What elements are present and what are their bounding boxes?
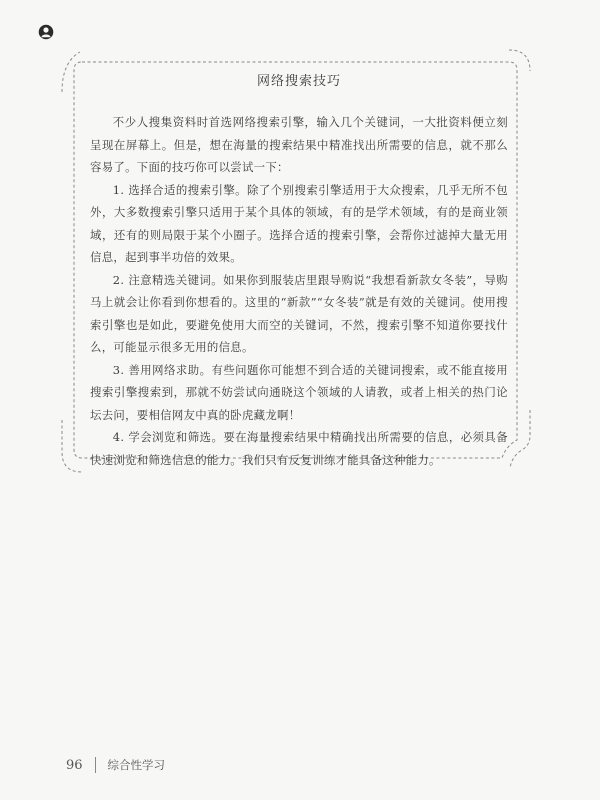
page-footer [66, 757, 165, 773]
user-circle-icon [38, 24, 54, 40]
section-name: 综合性学习 [107, 758, 166, 772]
tip-1-paragraph: 1. 选择合适的搜索引擎。除了个别搜索引擎适用于大众搜索，几乎无所不包外，大多数搜索引擎只适用于某个具体的领域，有的是学术领域，有的是商业领域，还有的则局限于某个小圈子。选择合适的搜索引擎，会帮你过滤掉大量无用信息，起到事半功倍的效果。 [90, 182, 508, 264]
footer-divider [95, 757, 96, 773]
tip-box [90, 70, 508, 471]
tip-3-paragraph: 3. 善用网络求助。有些问题你可能想不到合适的关键词搜索，或不能直接用搜索引擎搜索到，那就不妨尝试向通晓这个领域的人请教，或者上相关的热门论坛去问，要相信网友中真的卧虎藏龙啊！ [90, 362, 508, 422]
page-number: 96 [66, 757, 83, 773]
intro-paragraph: 不少人搜集资料时首选网络搜索引擎，输入几个关键词，一大批资料便立刻呈现在屏幕上。但是，想在海量的搜索结果中精准找出所需要的信息，就不那么容易了。下面的技巧你可以尝试一下： [90, 115, 508, 174]
tip-2-paragraph: 2. 注意精选关键词。如果你到服装店里跟导购说“我想看新款女冬装”，导购马上就会让你看到你想看的。这里的“新款”“女冬装”就是有效的关键词。使用搜索引擎也是如此，要避免使用大而空的关键词，不然，搜索引擎不知道你要找什么，可能显示很多无用的信息。 [90, 272, 508, 354]
tip-4-paragraph: 4. 学会浏览和筛选。要在海量搜索结果中精确找出所需要的信息，必须具备快速浏览和筛选信息的能力。我们只有反复训练才能具备这种能力。 [90, 430, 508, 467]
tip-box-title: 网络搜索技巧 [256, 74, 341, 89]
